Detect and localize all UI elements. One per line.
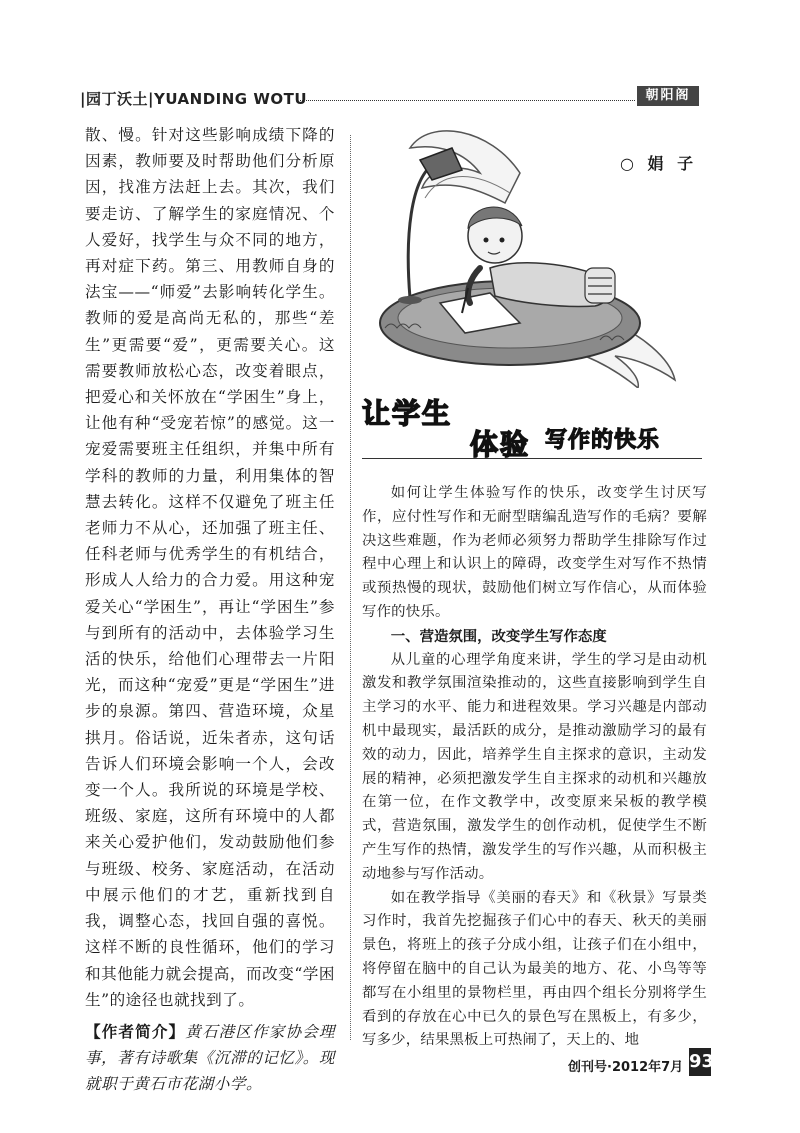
section-badge: 朝阳阁 bbox=[637, 86, 699, 106]
left-column-paragraph: 散、慢。针对这些影响成绩下降的因素，教师要及时帮助他们分析原因，找准方法赶上去。其次，我们要走访、了解学生的家庭情况、个人爱好，找学生与众不同的地方，再对症下药。第三、用教师自身的法宝——“师爱”去影响转化学生。教师的爱是高尚无私的，那些“差生”更需要“爱”，更需要关心。这需要教师放松心态，改变着眼点，把爱心和关怀放在“学困生”身上，让他有种“受宠若惊”的感觉。这一宠爱需要班主任组织，并集中所有学科的教师的力量，利用集体的智慧去转化。这样不仅避免了班主任老师力不从心，还加强了班主任、任科老师与优秀学生的有机结合，形成人人给力的合力爱。用这种宠爱关心“学困生”，再让“学困生”参与到所有的活动中，去体验学习生活的快乐，给他们心理带去一片阳光，而这种“宠爱”更是“学困生”进步的泉源。第四、营造环境，众星拱月。俗话说，近朱者赤，这句话告诉人们环境会影响一个人，会改变一个人。我所说的环境是学校、班级、家庭，这所有环境中的人都来关心爱护他们，发动鼓励他们参与班级、校务、家庭活动，在活动中展示他们的才艺，重新找到自我，调整心态，找回自强的喜悦。这样不断的良性循环，他们的学习和其他能力就会提高，而改变“学困生”的途径也就找到了。 bbox=[85, 126, 335, 1009]
section-heading: 一、营造氛围，改变学生写作态度 bbox=[390, 627, 607, 645]
article-author: ○ 娟 子 bbox=[620, 154, 698, 173]
author-bio bbox=[85, 1019, 335, 1098]
title-rule bbox=[362, 458, 702, 459]
article-intro: 如何让学生体验写作的快乐，改变学生讨厌写作，应付性写作和无耐型瞎编乱造写作的毛病？要解决这些难题，作为老师必须努力帮助学生排除写作过程中心理上和认识上的障碍，改变学生对写作不热情或预热慢的现状，鼓励他们树立写作信心，从而体验写作的快乐。 bbox=[362, 485, 707, 620]
page-number: 93 bbox=[689, 1048, 711, 1076]
author-bio-text: 黄石港区作家协会理事，著有诗歌集《沉滞的记忆》。现就职于黄石市花湖小学。 bbox=[85, 1022, 335, 1094]
article-paragraph: 如在教学指导《美丽的春天》和《秋景》写景类习作时，我首先挖掘孩子们心中的春天、秋天的美丽景色，将班上的孩子分成小组，让孩子们在小组中，将停留在脑中的自己认为最美的地方、花、小鸟等等都写在小组里的景物栏里，再由四个组长分别将学生看到的存放在心中已久的景色写在黑板上，有多少，写多少，结果黑板上可热闹了，天上的、地 bbox=[362, 889, 707, 1049]
article-title-part3: 写作的快乐 bbox=[545, 428, 661, 453]
left-column bbox=[85, 122, 335, 1098]
article-title-part1: 让学生 bbox=[362, 397, 453, 430]
article-paragraph: 从儿童的心理学角度来讲，学生的学习是由动机激发和教学氛围渲染推动的，这些直接影响到学生自主学习的水平、能力和进程效果。学习兴趣是内部动机中最现实，最活跃的成分，是推动激励学习的最有效的动力，因此，培养学生自主探求的意识，主动发展的精神，必须把激发学生自主探求的动机和兴趣放在第一位，在作文教学中，改变原来呆板的教学模式，营造氛围，激发学生的创作动机，促使学生不断产生写作的热情，激发学生的写作兴趣，从而积极主动地参与写作活动。 bbox=[362, 651, 707, 882]
article-body bbox=[362, 482, 707, 1053]
running-header: |园丁沃土|YUANDING WOTU bbox=[80, 90, 308, 108]
column-divider bbox=[350, 135, 351, 1040]
header-dotted-rule bbox=[300, 100, 635, 101]
issue-label: 创刊号·2012年7月 bbox=[568, 1060, 684, 1075]
author-bio-label: 【作者简介】 bbox=[85, 1021, 186, 1041]
article-title-part2: 体验 bbox=[470, 428, 531, 461]
